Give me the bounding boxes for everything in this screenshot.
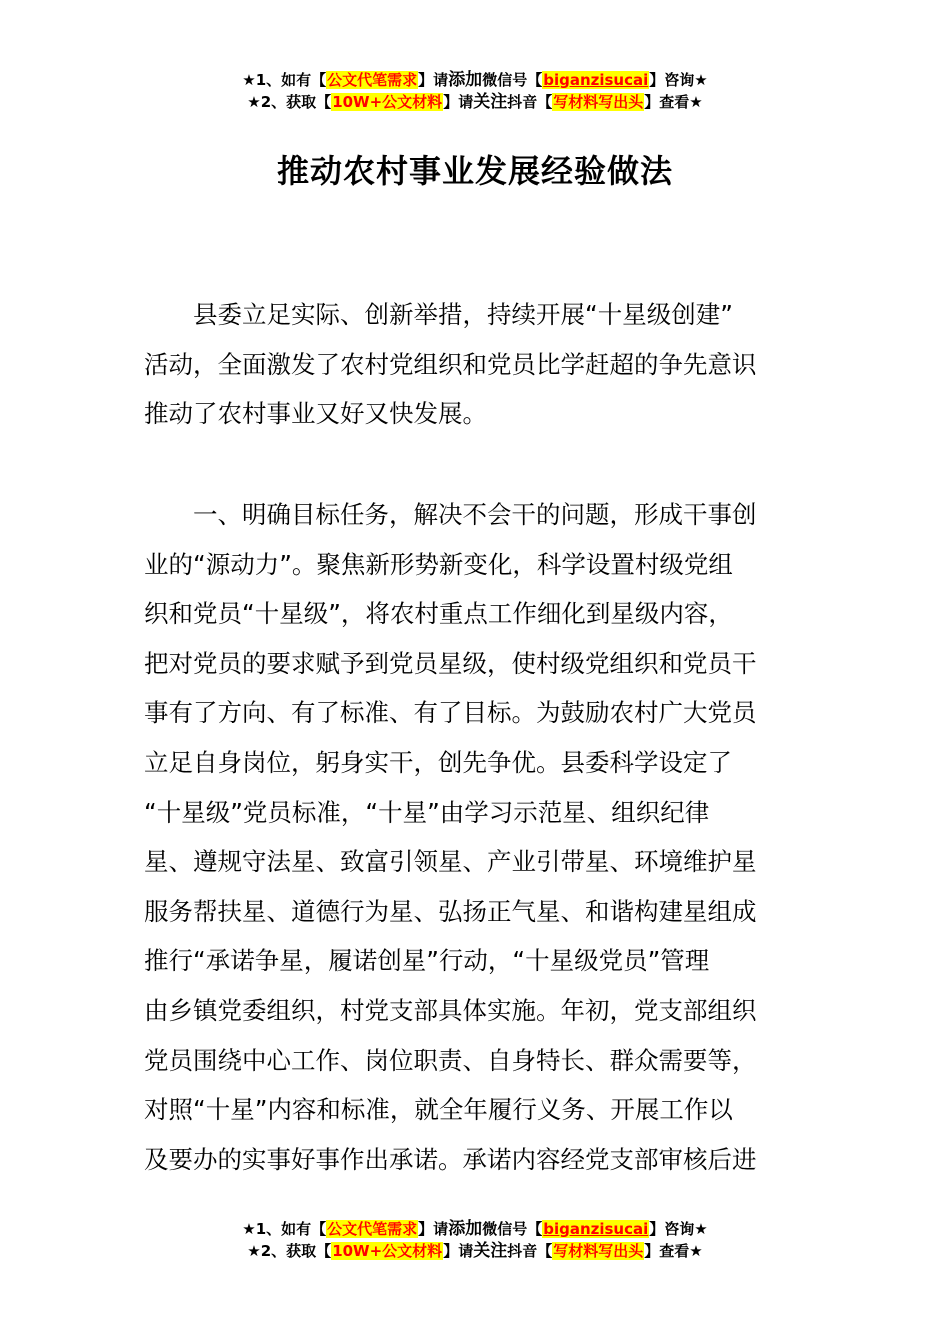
header-banner bbox=[0, 69, 950, 113]
douyin-account-highlight: 写材料写出头 bbox=[553, 1242, 644, 1260]
service-highlight: 公文代笔需求 bbox=[327, 1220, 418, 1238]
text-line: 业的“源动力”。聚焦新形势新变化，科学设置村级党组 bbox=[144, 549, 733, 579]
materials-highlight: 10W+公文材料 bbox=[332, 1242, 443, 1260]
footer-banner bbox=[0, 1218, 950, 1262]
paragraph-intro bbox=[144, 290, 808, 439]
douyin-account-highlight: 写材料写出头 bbox=[553, 93, 644, 111]
text-line: 党员围绕中心工作、岗位职责、自身特长、群众需要等， bbox=[144, 1045, 757, 1075]
materials-highlight: 10W+公文材料 bbox=[332, 93, 443, 111]
text-line: 推动了农村事业又好又快发展。 bbox=[144, 399, 487, 429]
banner-line-1: ★1、如有【公文代笔需求】请添加微信号【biganzisucai】咨询★ bbox=[242, 70, 708, 90]
text-line: 县委立足实际、创新举措，持续开展“十星级创建” bbox=[144, 300, 733, 329]
service-highlight: 公文代笔需求 bbox=[327, 71, 418, 89]
banner-line-2: ★2、获取【10W+公文材料】请关注抖音【写材料写出头】查看★ bbox=[247, 1241, 703, 1261]
text-line: 及要办的实事好事作出承诺。承诺内容经党支部审核后进 bbox=[144, 1144, 757, 1174]
text-line: 对照“十星”内容和标准，就全年履行义务、开展工作以 bbox=[144, 1095, 733, 1125]
wechat-id-link[interactable]: biganzisucai bbox=[543, 71, 649, 89]
document-title: 推动农村事业发展经验做法 bbox=[276, 152, 673, 190]
text-line: 织和党员“十星级”，将农村重点工作细化到星级内容， bbox=[144, 599, 733, 629]
text-line: 星、遵规守法星、致富引领星、产业引带星、环境维护星 bbox=[144, 847, 757, 877]
text-line: 推行“承诺争星，履诺创星”行动，“十星级党员”管理 bbox=[144, 946, 710, 976]
text-line: 事有了方向、有了标准、有了目标。为鼓励农村广大党员 bbox=[144, 698, 757, 728]
banner-line-1: ★1、如有【公文代笔需求】请添加微信号【biganzisucai】咨询★ bbox=[242, 1219, 708, 1239]
text-line: 由乡镇党委组织，村党支部具体实施。年初，党支部组织 bbox=[144, 995, 757, 1025]
wechat-id-link[interactable]: biganzisucai bbox=[543, 1220, 649, 1238]
text-line: 服务帮扶星、道德行为星、弘扬正气星、和谐构建星组成 bbox=[144, 896, 757, 926]
banner-line-2: ★2、获取【10W+公文材料】请关注抖音【写材料写出头】查看★ bbox=[247, 92, 703, 112]
text-line: 活动，全面激发了农村党组织和党员比学赶超的争先意识 bbox=[144, 349, 757, 379]
text-line: 把对党员的要求赋予到党员星级，使村级党组织和党员干 bbox=[144, 648, 757, 678]
paragraph-section-one bbox=[144, 490, 808, 1184]
text-line: 立足自身岗位，躬身实干，创先争优。县委科学设定了 bbox=[144, 747, 732, 777]
text-line: “十星级”党员标准，“十星”由学习示范星、组织纪律 bbox=[144, 797, 710, 827]
text-line: 一、明确目标任务，解决不会干的问题，形成干事创 bbox=[144, 500, 757, 529]
